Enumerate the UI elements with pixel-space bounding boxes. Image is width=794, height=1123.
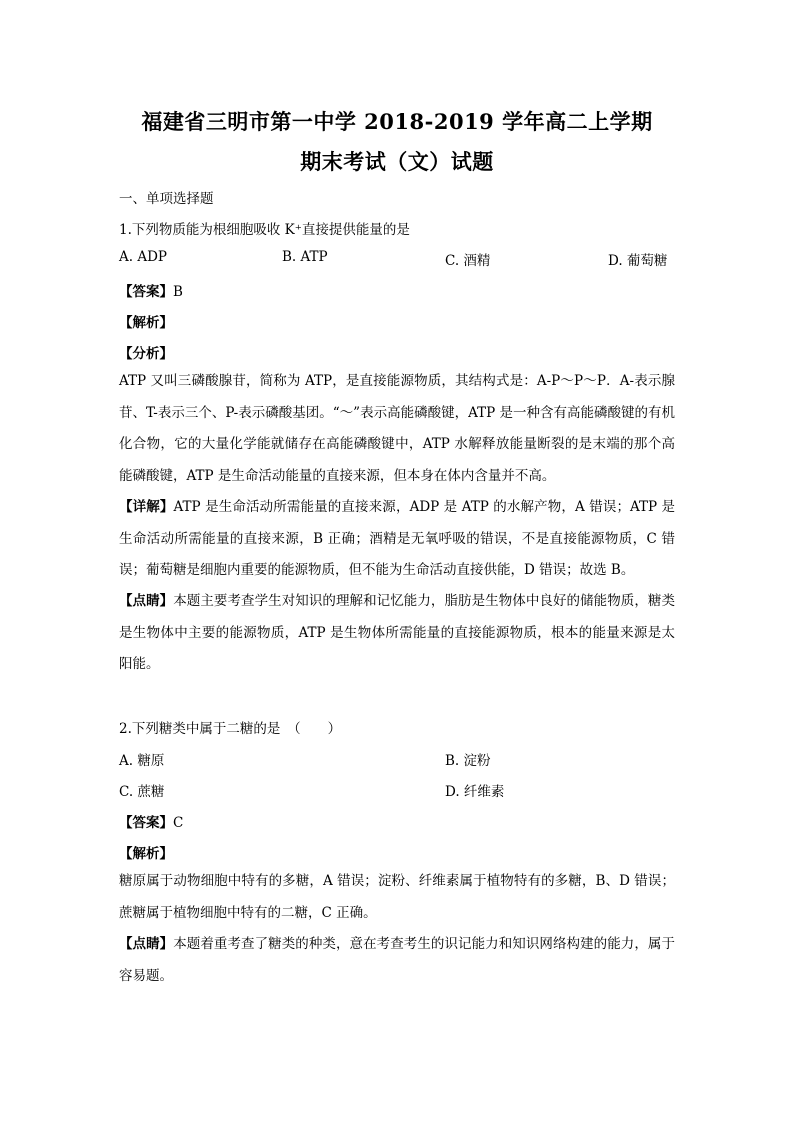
q1-jiexi-tag: 【解析】 <box>119 315 173 331</box>
q1-xiangjie <box>119 492 675 587</box>
q2-option-a: A. 糖原 <box>119 753 165 769</box>
q2-option-d: D. 纤维素 <box>445 784 505 800</box>
q1-answer <box>119 280 183 300</box>
q2-option-b: B. 淀粉 <box>445 753 491 769</box>
q1-option-a: A. ADP <box>119 249 167 265</box>
section-heading: 一、单项选择题 <box>119 191 214 207</box>
document-title-line2: 期末考试（文）试题 <box>300 149 494 174</box>
q1-answer-tag: 【答案】 <box>119 284 173 300</box>
q1-xiangjie-text: ATP 是生命活动所需能量的直接来源，ADP 是 ATP 的水解产物，A 错误；ATP 是生命活动所需能量的直接来源，B 正确；酒精是无氧呼吸的错误，不是直接能源物质，C 错误；葡萄糖是细胞内重要的能源物质，但不能为生命活动直接供能，D 错误；故选 B。 <box>119 499 676 578</box>
q2-jiexi-tag: 【解析】 <box>119 846 173 862</box>
q1-xiangjie-tag: 【详解】 <box>119 499 174 515</box>
q2-answer <box>119 811 183 831</box>
q1-option-c: C. 酒精 <box>445 253 491 269</box>
q2-option-c: C. 蔗糖 <box>119 784 165 800</box>
q2-dianjing-tag: 【点睛】 <box>119 936 174 952</box>
q1-fenxi-tag: 【分析】 <box>119 346 173 362</box>
q1-fenxi-text: ATP 又叫三磷酸腺苷，简称为 ATP，是直接能源物质，其结构式是：A-P～P～P．A-表示腺苷、T-表示三个、P-表示磷酸基团。“～”表示高能磷酸键，ATP 是一种含有高能磷酸键的有机化合物，它的大量化学能就储存在高能磷酸键中，ATP 水解释放能量断裂的是末端的那个高能磷酸键，ATP 是生命活动能量的直接来源，但本身在体内含量并不高。 <box>119 373 675 484</box>
question-1-stem: 1.下列物质能为根细胞吸收 K⁺直接提供能量的是 <box>119 222 410 238</box>
q2-answer-tag: 【答案】 <box>119 815 173 831</box>
document-title-line1: 福建省三明市第一中学 2018-2019 学年高二上学期 <box>141 109 653 134</box>
q1-option-d: D. 葡萄糖 <box>608 253 668 269</box>
q1-answer-value: B <box>173 284 183 300</box>
q1-option-b: B. ATP <box>282 249 328 265</box>
q2-answer-value: C <box>173 815 184 831</box>
q2-jiexi-text: 糖原属于动物细胞中特有的多糖，A 错误；淀粉、纤维素属于植物特有的多糖，B、D 错误；蔗糖属于植物细胞中特有的二糖，C 正确。 <box>119 873 675 921</box>
q1-dianjing-tag: 【点睛】 <box>119 593 174 609</box>
q1-dianjing <box>119 586 675 681</box>
q1-dianjing-text: 本题主要考查学生对知识的理解和记忆能力，脂肪是生物体中良好的储能物质，糖类是生物体中主要的能源物质，ATP 是生物体所需能量的直接能源物质，根本的能量来源是太阳能。 <box>119 593 675 672</box>
question-2-stem: 2.下列糖类中属于二糖的是 （ ） <box>119 721 342 737</box>
q2-dianjing-text: 本题着重考查了糖类的种类，意在考查考生的识记能力和知识网络构建的能力，属于容易题。 <box>119 936 675 984</box>
q2-dianjing <box>119 929 675 992</box>
